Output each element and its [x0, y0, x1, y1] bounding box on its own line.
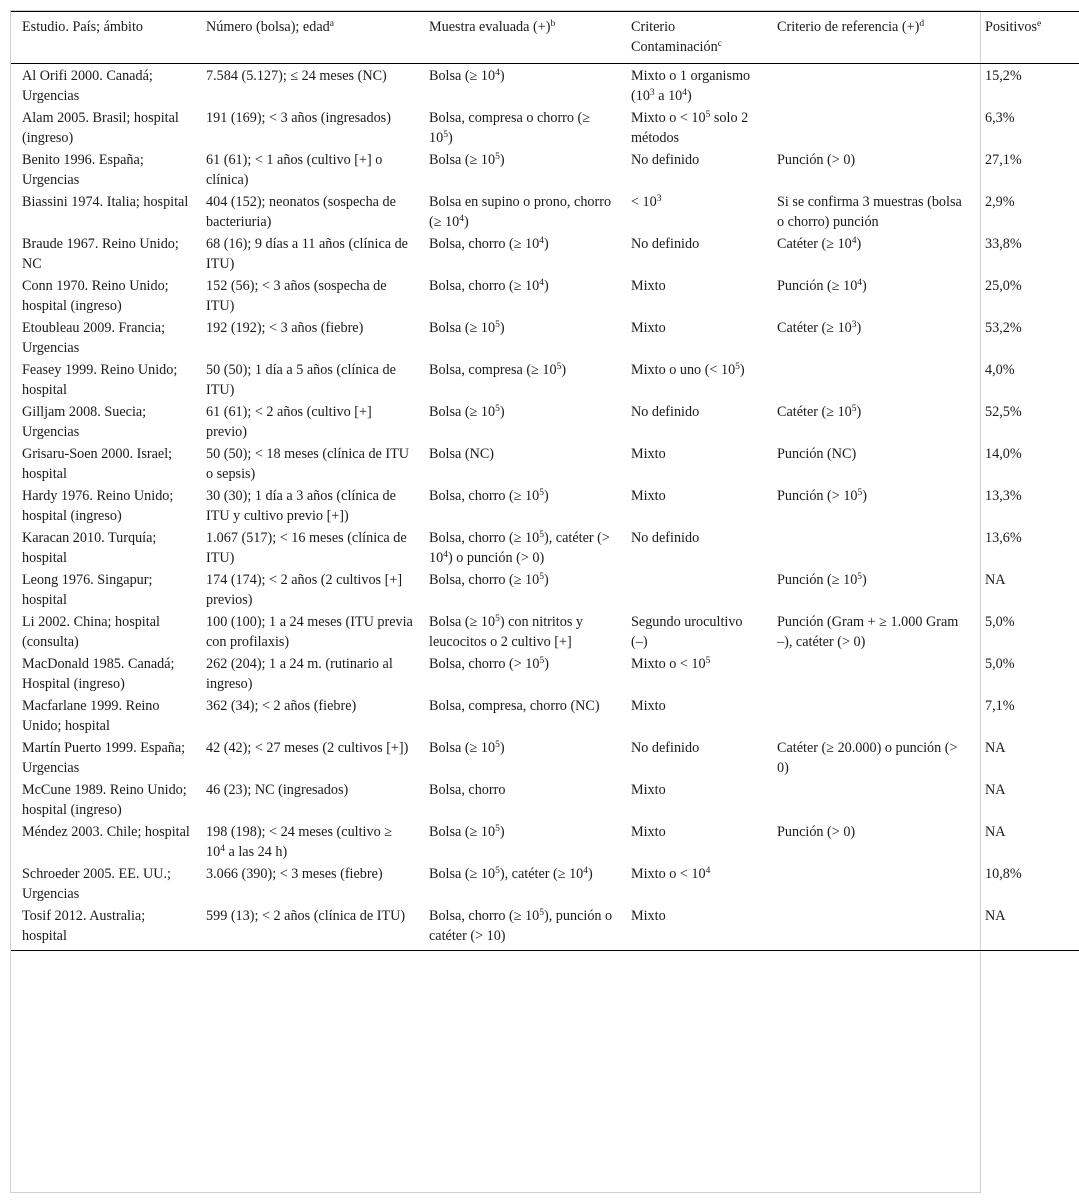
cell-sample: Bolsa, compresa, chorro (NC): [429, 698, 600, 714]
cell-reference: Catéter (≥ $10^4$): [777, 236, 862, 252]
cell-study: Leong 1976. Singapur; hospital: [22, 572, 153, 608]
header-cell-sample: Muestra evaluada $(+)^b$: [421, 12, 623, 64]
cell-positives: 33,8%: [985, 236, 1022, 252]
cell-sample: Bolsa, compresa (≥ $10^5$): [429, 362, 567, 378]
cell-contamination: Mixto: [631, 320, 666, 336]
table-row: [11, 275, 1079, 317]
cell-reference: [769, 863, 977, 905]
cell-positives: 2,9%: [985, 194, 1015, 210]
table-row: [11, 863, 1079, 905]
cell-number-age: 599 (13); < 2 años (clínica de ITU): [198, 905, 421, 951]
table-row: [11, 401, 1079, 443]
cell-contamination: Mixto o uno (< $10^5$): [631, 362, 745, 378]
cell-number-age: 50 (50); 1 día a 5 años (clínica de ITU): [206, 362, 396, 398]
cell-positives: NA: [985, 740, 1006, 756]
cell-sample: Bolsa, chorro (≥ $10^5$): [429, 572, 549, 588]
cell-number-age: 1.067 (517); < 16 meses (clínica de ITU): [206, 530, 407, 566]
cell-number-age: 262 (204); 1 a 24 m. (rutinario al ingreso): [206, 656, 393, 692]
cell-number-age: 362 (34); < 2 años (fiebre): [206, 698, 357, 714]
cell-reference: Catéter (≥ $10^3$): [777, 320, 862, 336]
cell-contamination: Mixto: [631, 488, 666, 504]
cell-study: Etoubleau 2009. Francia; Urgencias: [22, 320, 166, 356]
cell-contamination: Mixto $o < 10^4$: [631, 866, 711, 882]
cell-reference: [769, 64, 977, 108]
header-cell-reference: Criterio de referencia $(+)^d$: [769, 12, 977, 64]
cell-study: Benito 1996. España; Urgencias: [22, 152, 144, 188]
cell-number-age: 61 (61); < 1 años (cultivo [+] o clínica): [206, 152, 383, 188]
cell-reference: [769, 107, 977, 149]
cell-positives: 10,8%: [985, 866, 1022, 882]
cell-reference: Punción (> 0): [777, 152, 856, 168]
cell-positives: 15,2%: [985, 68, 1022, 84]
cell-sample: Bolsa (NC): [429, 446, 495, 462]
cell-study: Hardy 1976. Reino Unido; hospital (ingreso): [22, 488, 174, 524]
cell-reference: Catéter (≥ 20.000) o punción (> 0): [777, 740, 958, 776]
cell-sample: Bolsa (≥ $10^5$): [429, 740, 505, 756]
cell-contamination: Mixto $o < 10^5$ solo 2 métodos: [631, 110, 749, 146]
cell-contamination: Segundo urocultivo (–): [631, 614, 743, 650]
cell-reference: [769, 695, 977, 737]
cell-reference: Catéter (≥ $10^5$): [777, 404, 862, 420]
cell-contamination: [623, 569, 769, 611]
cell-contamination: No definido: [631, 236, 700, 252]
cell-study: Martín Puerto 1999. España; Urgencias: [22, 740, 186, 776]
cell-sample: Bolsa, chorro (≥ $10^5$): [429, 488, 549, 504]
cell-number-age: 152 (56); < 3 años (sospecha de ITU): [206, 278, 387, 314]
cell-positives: 14,0%: [985, 446, 1022, 462]
cell-reference: [769, 653, 977, 695]
table-row: [11, 905, 1079, 951]
cell-study: Li 2002. China; hospital (consulta): [22, 614, 160, 650]
table-header-row: [11, 12, 1079, 64]
table-row: [11, 779, 1079, 821]
cell-number-age: 3.066 (390); < 3 meses (fiebre): [206, 866, 383, 882]
cell-number-age: 46 (23); NC (ingresados): [206, 782, 349, 798]
table-row: [11, 527, 1079, 569]
header-cell-study: Estudio. País; ámbito: [11, 12, 198, 64]
table-row: [11, 569, 1079, 611]
cell-number-age: 198 (198); < 24 meses (cultivo ≥ $10^4$ a las 24 h): [206, 824, 393, 860]
cell-positives: 7,1%: [985, 698, 1015, 714]
cell-reference: [769, 905, 977, 951]
cell-sample: Bolsa, chorro (> $10^5$): [429, 656, 549, 672]
cell-sample: Bolsa (≥ $10^5$): [429, 152, 505, 168]
table-row: [11, 149, 1079, 191]
cell-contamination: Mixto: [623, 905, 769, 951]
cell-positives: NA: [977, 905, 1079, 951]
table-row: [11, 821, 1079, 863]
cell-positives: 13,6%: [985, 530, 1022, 546]
cell-contamination: Mixto: [631, 698, 666, 714]
cell-reference: Punción (> 0): [777, 824, 856, 840]
cell-contamination: No definido: [631, 740, 700, 756]
cell-positives: NA: [985, 782, 1006, 798]
cell-number-age: 30 (30); 1 día a 3 años (clínica de ITU y cultivo previo [+]): [206, 488, 396, 524]
cell-study: Al Orifi 2000. Canadá; Urgencias: [22, 68, 153, 104]
cell-number-age: 404 (152); neonatos (sospecha de bacteriuria): [206, 194, 396, 230]
cell-sample: Bolsa, chorro (≥ $10^5$), punción o catéter (> 10): [421, 905, 623, 951]
cell-reference: Si se confirma 3 muestras (bolsa o chorro) punción: [777, 194, 962, 230]
header-cell-positives: Positivos$^e$: [977, 12, 1079, 64]
cell-contamination: No definido: [631, 530, 700, 546]
cell-positives: 52,5%: [985, 404, 1022, 420]
cell-sample: Bolsa, chorro (≥ $10^4$): [429, 236, 549, 252]
cell-study: Grisaru-Soen 2000. Israel; hospital: [22, 446, 173, 482]
table-row: [11, 653, 1079, 695]
cell-sample: Bolsa (≥ $10^5$), catéter (≥ $10^4$): [429, 866, 593, 882]
cell-contamination: Mixto: [631, 278, 666, 294]
cell-reference: [769, 359, 977, 401]
cell-sample: Bolsa, chorro (≥ $10^5$), catéter (> $10^4$) o punción (> 0): [429, 530, 610, 566]
table-row: [11, 64, 1079, 108]
cell-number-age: 68 (16); 9 días a 11 años (clínica de ITU): [206, 236, 408, 272]
cell-study: MacDonald 1985. Canadá; Hospital (ingreso): [22, 656, 175, 692]
table-row: [11, 485, 1079, 527]
studies-table: [11, 11, 1079, 951]
cell-positives: 6,3%: [985, 110, 1015, 126]
cell-positives: NA: [985, 824, 1006, 840]
cell-study: Feasey 1999. Reino Unido; hospital: [22, 362, 178, 398]
cell-positives: 27,1%: [985, 152, 1022, 168]
cell-reference: Punción (Gram + ≥ 1.000 Gram –), catéter (> 0): [777, 614, 959, 650]
cell-number-age: 100 (100); 1 a 24 meses (ITU previa con profilaxis): [206, 614, 413, 650]
cell-positives: 5,0%: [985, 614, 1015, 630]
cell-reference: Punción (≥ $10^4$): [777, 278, 867, 294]
cell-positives: 53,2%: [985, 320, 1022, 336]
cell-study: Méndez 2003. Chile; hospital: [22, 824, 190, 840]
cell-positives: 5,0%: [985, 656, 1015, 672]
cell-number-age: 42 (42); < 27 meses (2 cultivos [+]): [206, 740, 409, 756]
cell-reference: Punción (NC): [777, 446, 857, 462]
cell-sample: Bolsa (≥ $10^5$): [429, 320, 505, 336]
cell-sample: Bolsa (≥ $10^4$): [429, 68, 505, 84]
cell-study: Karacan 2010. Turquía; hospital: [22, 530, 157, 566]
cell-study: Schroeder 2005. EE. UU.; Urgencias: [22, 866, 171, 902]
cell-reference: [769, 527, 977, 569]
cell-sample: Bolsa, chorro: [429, 782, 506, 798]
cell-number-age: 50 (50); < 18 meses (clínica de ITU o sepsis): [206, 446, 410, 482]
cell-reference: Punción (> $10^5$): [777, 488, 867, 504]
table-row: [11, 695, 1079, 737]
cell-positives: 25,0%: [985, 278, 1022, 294]
cell-study: Conn 1970. Reino Unido; hospital (ingreso): [22, 278, 169, 314]
table-row: [11, 191, 1079, 233]
table-body: [11, 64, 1079, 951]
cell-study: Alam 2005. Brasil; hospital (ingreso): [22, 110, 179, 146]
cell-reference: [769, 779, 977, 821]
cell-study: Braude 1967. Reino Unido; NC: [22, 236, 179, 272]
cell-contamination: Mixto o 1 organismo ($10^3$ a $10^4$): [631, 68, 751, 104]
cell-sample: Bolsa en supino o prono, chorro (≥ $10^4$): [429, 194, 612, 230]
cell-contamination: Mixto: [631, 782, 666, 798]
table-row: [11, 443, 1079, 485]
table-row: [11, 611, 1079, 653]
cell-contamination: No definido: [631, 152, 700, 168]
table-row: [11, 317, 1079, 359]
table-row: [11, 107, 1079, 149]
cell-reference: Punción (≥ $10^5$): [777, 572, 867, 588]
header-cell-number-age: Número (bolsa); edad$^a$: [198, 12, 421, 64]
cell-positives: NA: [985, 572, 1006, 588]
cell-sample: Bolsa (≥ $10^5$): [429, 404, 505, 420]
header-cell-contamination: Criterio Contaminación$^c$: [623, 12, 769, 64]
cell-contamination: No definido: [631, 404, 700, 420]
table-container: [10, 10, 1042, 1193]
cell-contamination: Mixto: [631, 446, 666, 462]
cell-contamination: Mixto: [631, 824, 666, 840]
cell-sample: Bolsa (≥ $10^5$) con nitritos y leucocitos o 2 cultivo [+]: [429, 614, 584, 650]
cell-positives: 4,0%: [985, 362, 1015, 378]
table-row: [11, 233, 1079, 275]
cell-contamination: Mixto $o < 10^5$: [631, 656, 711, 672]
cell-study: Gilljam 2008. Suecia; Urgencias: [22, 404, 147, 440]
cell-positives: 13,3%: [985, 488, 1022, 504]
cell-sample: Bolsa, compresa o chorro (≥ $10^5$): [429, 110, 591, 146]
cell-study: McCune 1989. Reino Unido; hospital (ingreso): [22, 782, 187, 818]
table-row: [11, 359, 1079, 401]
cell-number-age: 192 (192); < 3 años (fiebre): [206, 320, 364, 336]
cell-contamination: < $10^3$: [631, 194, 662, 210]
cell-study: Tosif 2012. Australia; hospital: [11, 905, 198, 951]
cell-study: Biassini 1974. Italia; hospital: [22, 194, 189, 210]
cell-number-age: 61 (61); < 2 años (cultivo [+] previo): [206, 404, 372, 440]
cell-sample: Bolsa, chorro (≥ $10^4$): [429, 278, 549, 294]
cell-number-age: 7.584 (5.127); ≤ 24 meses (NC): [206, 68, 387, 84]
cell-sample: Bolsa (≥ $10^5$): [429, 824, 505, 840]
cell-number-age: 191 (169); < 3 años (ingresados): [206, 110, 391, 126]
cell-number-age: 174 (174); < 2 años (2 cultivos [+] previos): [206, 572, 403, 608]
cell-study: Macfarlane 1999. Reino Unido; hospital: [22, 698, 160, 734]
table-row: [11, 737, 1079, 779]
